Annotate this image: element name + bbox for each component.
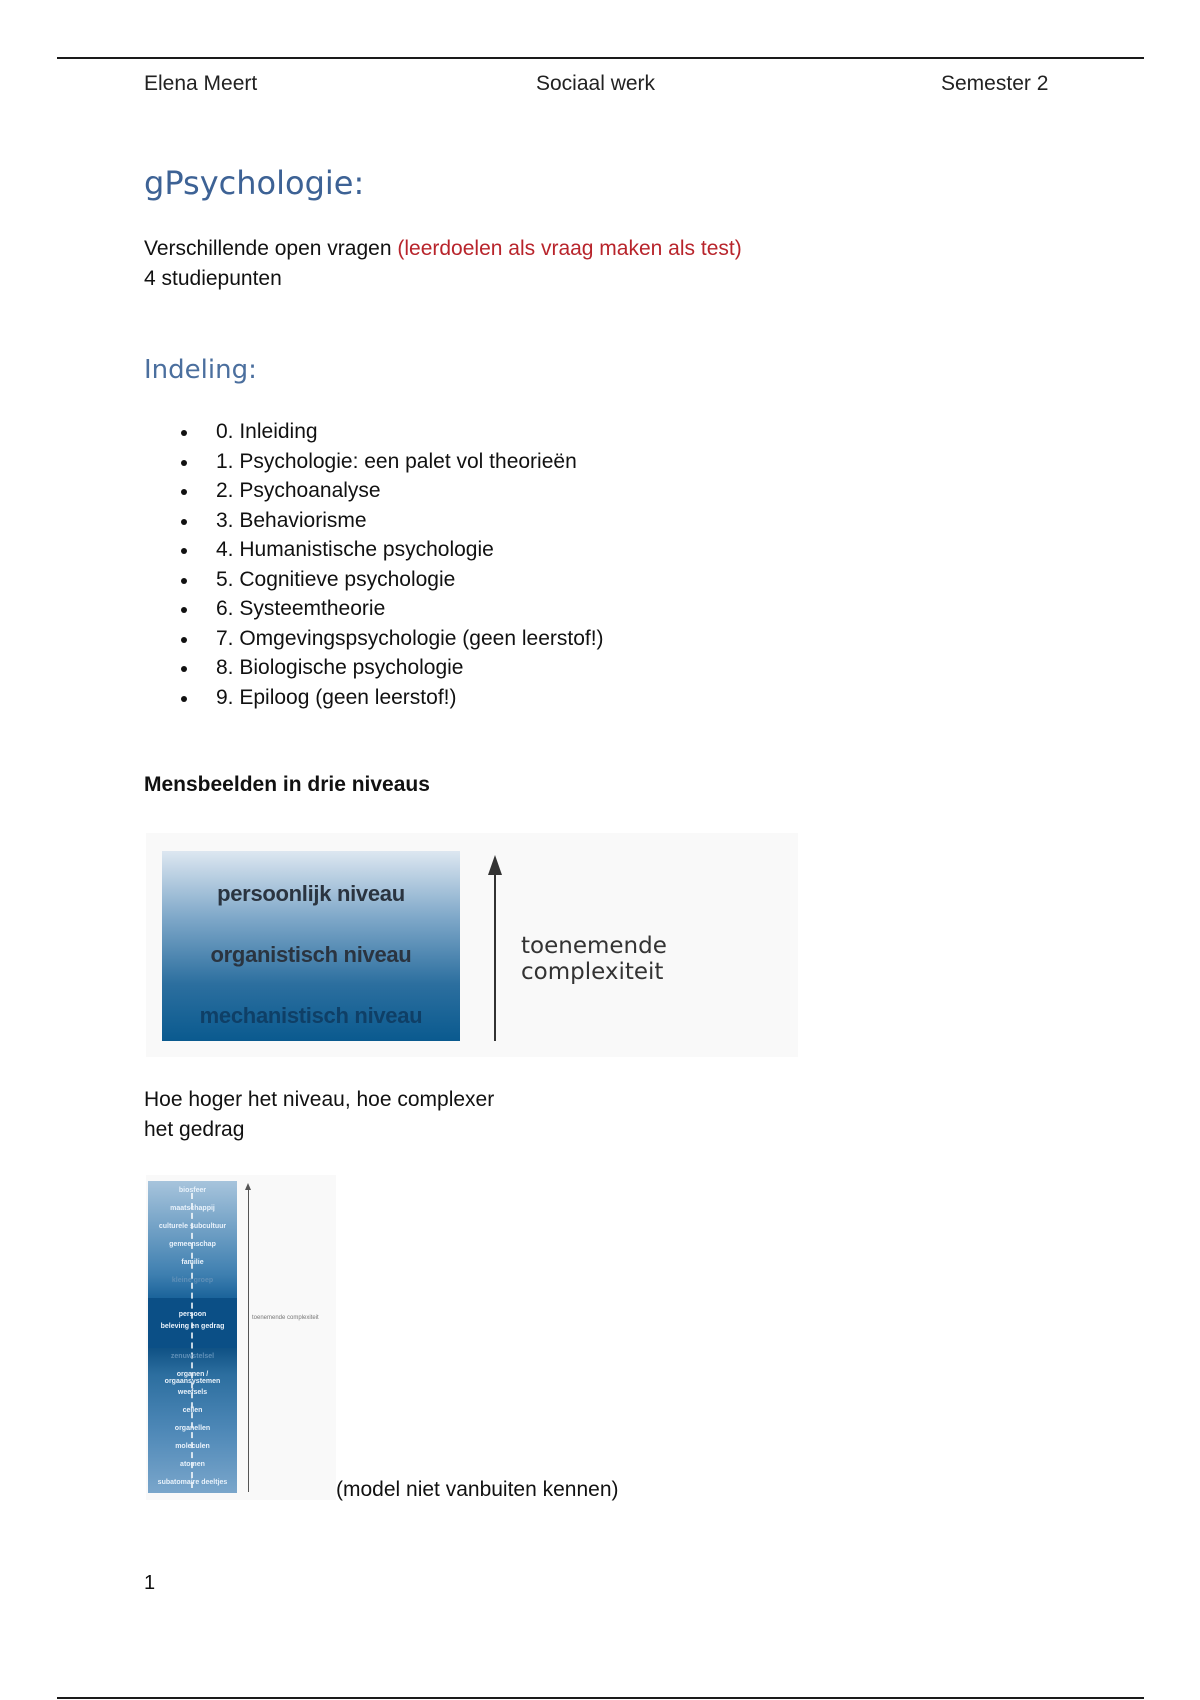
paragraph-line-1: Hoe hoger het niveau, hoe complexer (144, 1088, 495, 1111)
model-level: maatschappij (170, 1205, 215, 1212)
page-number: 1 (144, 1572, 156, 1594)
model-level: beleving en gedrag (160, 1323, 225, 1330)
complexity-arrow-line (494, 873, 496, 1041)
chapter-list (176, 417, 604, 712)
complexity-paragraph (144, 1085, 494, 1145)
list-item: 6. Systeemtheorie (176, 594, 604, 624)
indeling-heading: Indeling: (144, 355, 257, 385)
intro-block (144, 234, 742, 294)
level-organistic: organistisch niveau (210, 942, 412, 967)
complexity-label: toenemende complexiteit (521, 933, 667, 985)
system-levels-model-figure (146, 1175, 336, 1500)
header-author: Elena Meert (144, 72, 258, 95)
list-item: 0. Inleiding (176, 417, 604, 447)
header-rule (57, 57, 1144, 59)
list-item: 4. Humanistische psychologie (176, 535, 604, 565)
model-level: zenuwstelsel (170, 1353, 215, 1360)
level-mechanistic: mechanistisch niveau (199, 1003, 423, 1028)
model-level: organellen (174, 1425, 211, 1432)
model-level: atomen (180, 1461, 205, 1468)
levels-gradient-box (162, 851, 460, 1041)
model-level: biosfeer (178, 1187, 207, 1194)
model-level: kleine groep (171, 1277, 214, 1284)
header-course: Sociaal werk (536, 72, 656, 95)
list-item: 8. Biologische psychologie (176, 653, 604, 683)
list-item: 9. Epiloog (geen leerstof!) (176, 683, 604, 713)
list-item: 3. Behaviorisme (176, 506, 604, 536)
list-item: 2. Psychoanalyse (176, 476, 604, 506)
three-levels-figure (146, 833, 798, 1057)
intro-line-1 (144, 234, 742, 264)
arrow-up-icon (488, 855, 502, 875)
page-title: gPsychologie: (144, 164, 365, 202)
list-item: 1. Psychologie: een palet vol theorieën (176, 447, 604, 477)
intro-exam-type: Verschillende open vragen (144, 237, 392, 260)
model-level: persoon (178, 1311, 207, 1318)
model-level: organen / orgaansystemen (164, 1371, 221, 1385)
intro-credits: 4 studiepunten (144, 267, 282, 290)
level-personal: persoonlijk niveau (217, 881, 405, 906)
mensbeelden-heading: Mensbeelden in drie niveaus (144, 773, 430, 796)
model-gradient-bar (148, 1181, 237, 1493)
model-level: familie (181, 1259, 204, 1266)
model-arrow-line (248, 1189, 249, 1492)
model-note: (model niet vanbuiten kennen) (336, 1478, 619, 1501)
list-item: 5. Cognitieve psychologie (176, 565, 604, 595)
model-level: culturele subcultuur (158, 1223, 227, 1230)
header-semester: Semester 2 (941, 72, 1049, 95)
model-complexity-label: toenemende complexiteit (252, 1315, 319, 1321)
intro-exam-note: (leerdoelen als vraag maken als test) (397, 237, 742, 260)
model-level: subatomaire deeltjes (157, 1479, 228, 1486)
model-level: gemeenschap (169, 1241, 216, 1248)
model-level: moleculen (175, 1443, 210, 1450)
list-item: 7. Omgevingspsychologie (geen leerstof!) (176, 624, 604, 654)
footer-rule (57, 1697, 1144, 1699)
model-level: weefsels (177, 1389, 208, 1396)
paragraph-line-2: het gedrag (144, 1118, 245, 1141)
model-level: cellen (182, 1407, 203, 1414)
